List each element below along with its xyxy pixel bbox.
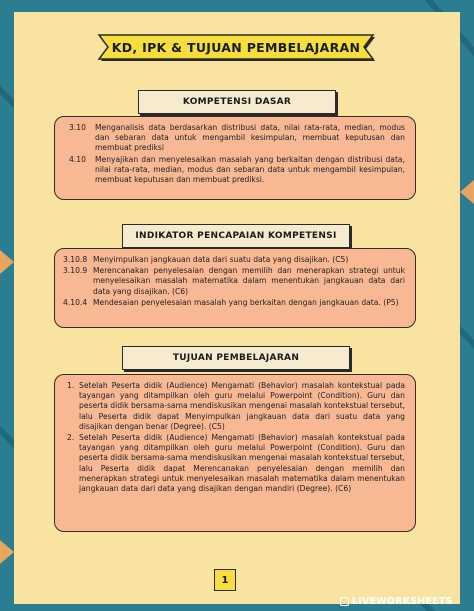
item-number: 3.10 [69,123,86,132]
item-text: Setelah Peserta didik (Audience) Mengamati (Behavior) masalah kontekstual pada tayangan yang ditampilkan oleh guru melalui Powerpoint (Condition). Guru dan peserta didik bersama-sama mendiskusikan mengenai masalah kontekstual tersebut, lalu Peserta didik dapat Merencanakan penyelesaian dengan memilih dan menerapkan strategi untuk menyelesaikan masalah matematika dalam menentukan jangkauan data dari data yang disajikan dengan mandiri (Degree). (C6) [79,433,405,494]
item-text: Menyimpulkan jangkauan data dari suatu data yang disajikan. (C5) [93,255,349,264]
list-item [69,155,405,186]
item-number: 2. [67,433,75,443]
indikator-box [54,248,416,328]
item-number: 4.10.4 [63,297,88,307]
item-text: Menyajikan dan menyelesaikan masalah yang berkaitan dengan distribusi data, nilai rata-rata, median, modus dan sebaran data untuk mengambil kesimpulan, membuat keputusan dan membuat prediksi. [95,154,405,185]
list-item [63,266,405,297]
item-number: 1. [67,381,75,390]
list-item [69,123,405,154]
page-title: KD, IPK & TUJUAN PEMBELAJARAN [111,39,361,55]
item-text: Setelah Peserta didik (Audience) Mengamati (Behavior) masalah kontekstual pada tayangan yang ditampilkan oleh guru melalui Powerpoint (Condition). Guru dan peserta didik bersama-sama mendiskusikan mengenai masalah kontekstual tersebut, lalu Peserta didik dapat Menyimpulkan jangkauan data dari suatu data yang disajikan dengan benar (Degree). (C5) [79,381,405,431]
list-item [63,298,405,308]
kompetensi-dasar-box [54,116,416,200]
kompetensi-dasar-label: KOMPETENSI DASAR [138,90,336,114]
watermark-text: LIVEWORKSHEETS [352,595,453,607]
liveworksheets-logo-icon [340,597,349,606]
tujuan-box [54,374,416,532]
item-number: 3.10.9 [63,266,88,276]
indikator-label: INDIKATOR PENCAPAIAN KOMPETENSI [122,224,350,248]
list-item [63,255,405,265]
list-item [67,381,405,432]
item-number: 3.10.8 [63,255,88,264]
item-text: Merencanakan penyelesaian dengan memilih dan menerapkan strategi untuk menyelesaikan masalah matematika dalam menentukan jangkauan data dari data yang disajikan. (C6) [93,266,405,296]
list-item [67,433,405,494]
item-text: Menganalisis data berdasarkan distribusi data, nilai rata-rata, median, modus dan sebaran data untuk mengambil kesimpulan, membuat keputusan dan membuat prediksi [95,123,405,153]
page-number: 1 [214,569,236,591]
title-banner [96,30,376,64]
liveworksheets-watermark [340,594,470,608]
item-number: 4.10 [69,154,86,164]
item-text: Mendesaian penyelesaian masalah yang berkaitan dengan jangkauan data. (P5) [93,297,399,307]
tujuan-label: TUJUAN PEMBELAJARAN [122,346,350,370]
